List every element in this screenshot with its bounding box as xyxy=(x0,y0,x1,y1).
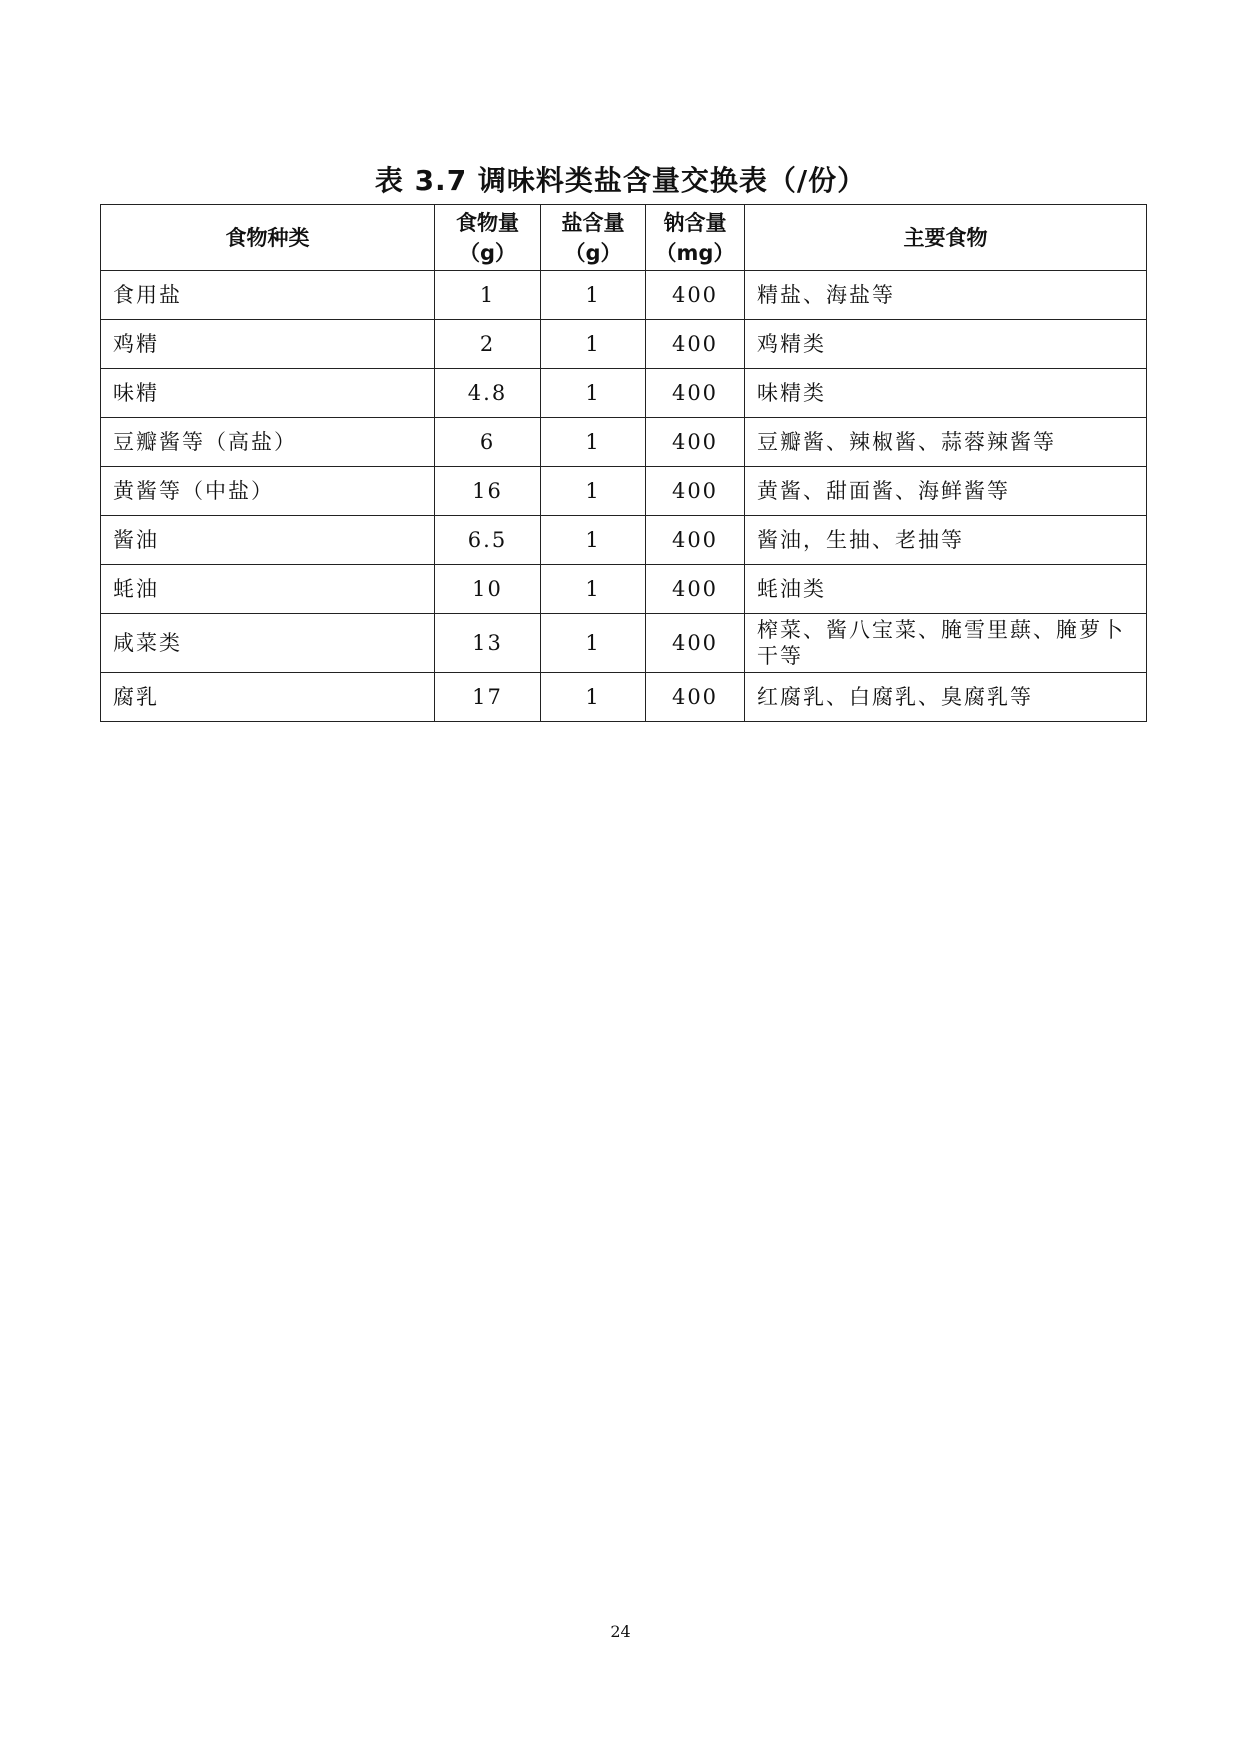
cell-food-amount: 17 xyxy=(435,673,541,722)
cell-salt-amount: 1 xyxy=(541,418,646,467)
cell-food-amount: 6.5 xyxy=(435,516,541,565)
cell-food-type: 味精 xyxy=(101,369,435,418)
cell-salt-amount: 1 xyxy=(541,271,646,320)
cell-salt-amount: 1 xyxy=(541,614,646,673)
table-row xyxy=(101,320,1147,369)
header-food-type: 食物种类 xyxy=(101,205,435,271)
cell-salt-amount: 1 xyxy=(541,565,646,614)
cell-sodium-amount: 400 xyxy=(646,467,745,516)
cell-sodium-amount: 400 xyxy=(646,271,745,320)
cell-sodium-amount: 400 xyxy=(646,565,745,614)
header-sodium-amount-unit: （mg） xyxy=(655,240,735,265)
table-row xyxy=(101,516,1147,565)
cell-food-type: 食用盐 xyxy=(101,271,435,320)
header-salt-amount xyxy=(541,205,646,271)
cell-main-foods: 黄酱、甜面酱、海鲜酱等 xyxy=(745,467,1147,516)
cell-sodium-amount: 400 xyxy=(646,320,745,369)
cell-food-amount: 13 xyxy=(435,614,541,673)
cell-salt-amount: 1 xyxy=(541,673,646,722)
table-row xyxy=(101,418,1147,467)
table-row xyxy=(101,673,1147,722)
cell-main-foods: 味精类 xyxy=(745,369,1147,418)
cell-main-foods: 蚝油类 xyxy=(745,565,1147,614)
cell-food-type: 豆瓣酱等（高盐） xyxy=(101,418,435,467)
cell-food-type: 黄酱等（中盐） xyxy=(101,467,435,516)
header-main-foods: 主要食物 xyxy=(745,205,1147,271)
cell-main-foods: 酱油，生抽、老抽等 xyxy=(745,516,1147,565)
cell-sodium-amount: 400 xyxy=(646,516,745,565)
header-salt-amount-unit: （g） xyxy=(564,240,622,265)
page-number: 24 xyxy=(610,1622,631,1641)
cell-food-type: 咸菜类 xyxy=(101,614,435,673)
cell-food-type: 鸡精 xyxy=(101,320,435,369)
cell-salt-amount: 1 xyxy=(541,516,646,565)
salt-exchange-table xyxy=(100,204,1147,722)
header-food-amount-label: 食物量 xyxy=(456,210,519,235)
cell-main-foods: 鸡精类 xyxy=(745,320,1147,369)
cell-food-type: 酱油 xyxy=(101,516,435,565)
cell-salt-amount: 1 xyxy=(541,467,646,516)
cell-food-amount: 16 xyxy=(435,467,541,516)
table-row xyxy=(101,565,1147,614)
header-sodium-amount-label: 钠含量 xyxy=(663,210,727,235)
cell-main-foods: 红腐乳、白腐乳、臭腐乳等 xyxy=(745,673,1147,722)
header-salt-amount-label: 盐含量 xyxy=(561,210,625,235)
cell-food-amount: 10 xyxy=(435,565,541,614)
cell-food-amount: 6 xyxy=(435,418,541,467)
table-header-row xyxy=(101,205,1147,271)
cell-salt-amount: 1 xyxy=(541,320,646,369)
cell-sodium-amount: 400 xyxy=(646,614,745,673)
cell-main-foods: 榨菜、酱八宝菜、腌雪里蕻、腌萝卜干等 xyxy=(745,614,1147,673)
cell-main-foods: 精盐、海盐等 xyxy=(745,271,1147,320)
table-row xyxy=(101,614,1147,673)
cell-food-amount: 1 xyxy=(435,271,541,320)
cell-main-foods: 豆瓣酱、辣椒酱、蒜蓉辣酱等 xyxy=(745,418,1147,467)
table-title: 表 3.7 调味料类盐含量交换表（/份） xyxy=(374,164,867,197)
table-row xyxy=(101,271,1147,320)
table-row xyxy=(101,369,1147,418)
cell-food-type: 蚝油 xyxy=(101,565,435,614)
cell-salt-amount: 1 xyxy=(541,369,646,418)
header-sodium-amount xyxy=(646,205,745,271)
cell-sodium-amount: 400 xyxy=(646,673,745,722)
cell-food-amount: 2 xyxy=(435,320,541,369)
table-row xyxy=(101,467,1147,516)
cell-sodium-amount: 400 xyxy=(646,418,745,467)
cell-food-amount: 4.8 xyxy=(435,369,541,418)
header-food-amount xyxy=(435,205,541,271)
header-food-amount-unit: （g） xyxy=(458,240,517,265)
cell-food-type: 腐乳 xyxy=(101,673,435,722)
cell-sodium-amount: 400 xyxy=(646,369,745,418)
